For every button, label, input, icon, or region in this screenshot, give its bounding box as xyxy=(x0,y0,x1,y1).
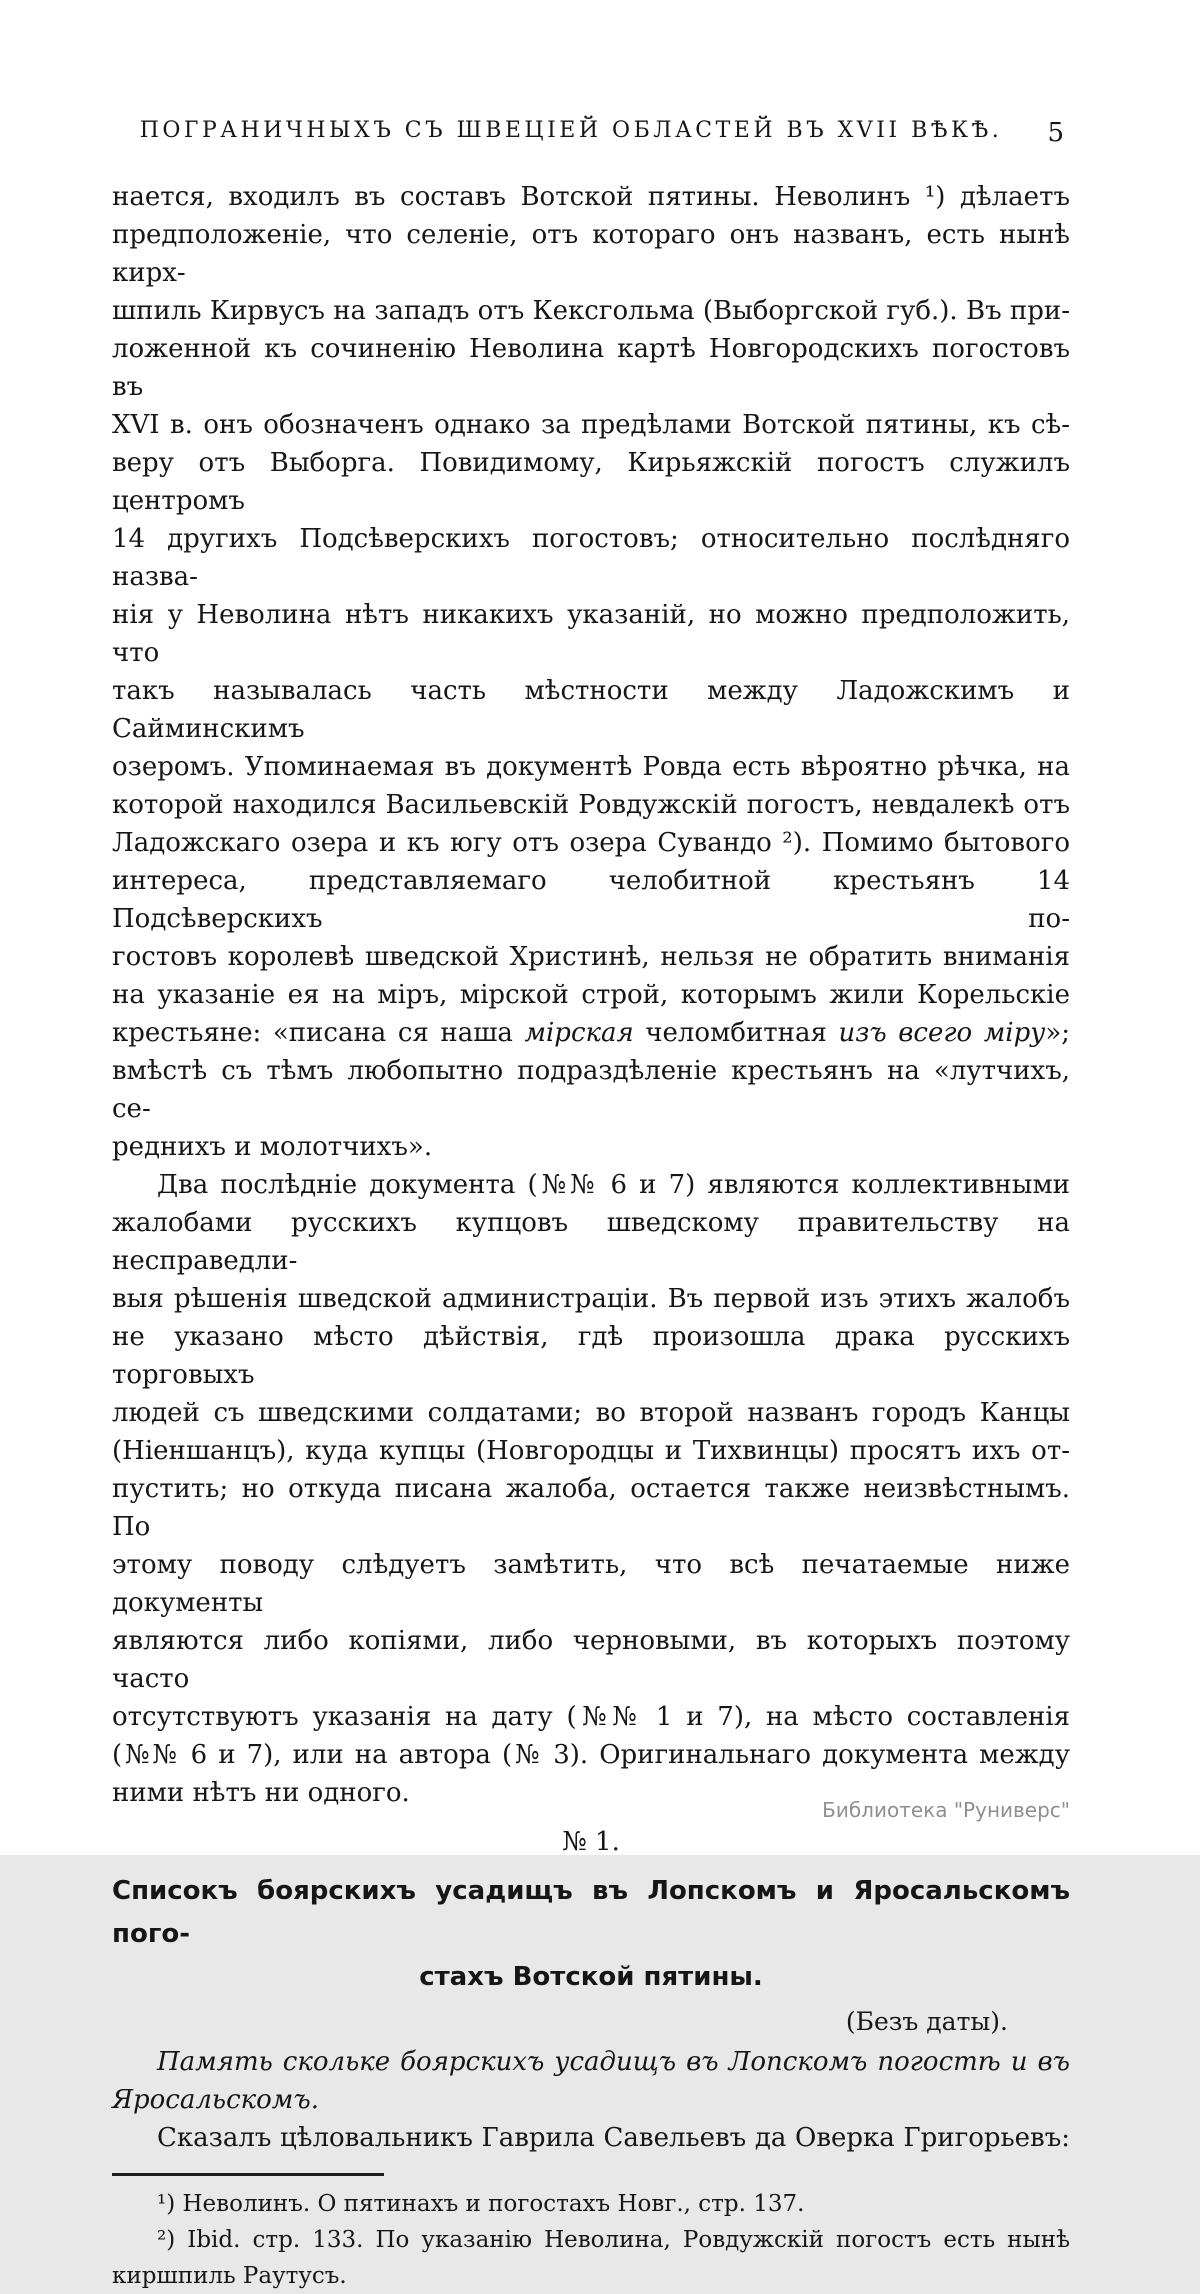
footnote-line xyxy=(112,2186,1070,2222)
text-segment: которой находился Васильевскій Ровдужскій погостъ, невдалекѣ отъ xyxy=(112,790,1070,820)
memo-line xyxy=(112,2043,1070,2081)
text-line xyxy=(112,292,1070,330)
text-segment: ложенной къ сочиненію Неволина картѣ Новгородскихъ погостовъ въ xyxy=(112,334,1070,402)
text-line xyxy=(112,1432,1070,1470)
running-head: ПОГРАНИЧНЫХЪ СЪ ШВЕЦІЕЙ ОБЛАСТЕЙ ВЪ XVII ВѢКѢ. xyxy=(139,118,1003,143)
text-line xyxy=(112,824,1070,862)
text-line xyxy=(112,444,1070,520)
paragraph-two xyxy=(112,1166,1070,1812)
text-segment: интереса, представляемаго челобитной крестьянъ 14 Подсѣверскихъ по- xyxy=(112,866,1070,934)
text-segment: жалобами русскихъ купцовъ шведскому правительству на несправедли- xyxy=(112,1208,1070,1276)
text-segment: реднихъ и молотчихъ». xyxy=(112,1132,433,1162)
text-line xyxy=(112,1394,1070,1432)
text-segment: нія у Неволина нѣтъ никакихъ указаній, но можно предположить, что xyxy=(112,600,1070,668)
italic-text-segment: изъ всего міру xyxy=(838,1018,1046,1048)
text-line xyxy=(112,1736,1070,1774)
text-segment: 14 другихъ Подсѣверскихъ погостовъ; относительно послѣдняго назва- xyxy=(112,524,1070,592)
text-segment: такъ называлась часть мѣстности между Ладожскимъ и Сайминскимъ xyxy=(112,676,1070,744)
text-segment: не указано мѣсто дѣйствія, гдѣ произошла драка русскихъ торговыхъ xyxy=(112,1322,1070,1390)
library-watermark: Библиотека "Руниверс" xyxy=(822,1798,1070,1822)
text-line xyxy=(112,1204,1070,1280)
document-body xyxy=(112,2119,1070,2157)
text-segment: на указаніе ея на міръ, мірской строй, которымъ жили Корельскіе xyxy=(112,980,1070,1010)
document-number-heading: № 1. xyxy=(562,1827,620,1857)
text-segment: (Ніеншанцъ), куда купцы (Новгородцы и Тихвинцы) просятъ ихъ от- xyxy=(112,1436,1070,1466)
text-line xyxy=(112,1470,1070,1546)
text-segment: выя рѣшенія шведской администраціи. Въ первой изъ этихъ жалобъ xyxy=(112,1284,1070,1314)
text-line xyxy=(112,862,1070,938)
text-line xyxy=(112,1546,1070,1622)
text-line xyxy=(112,1280,1070,1318)
text-line xyxy=(112,786,1070,824)
text-line xyxy=(112,976,1070,1014)
text-segment: отсутствуютъ указанія на дату (№№ 1 и 7), на мѣсто составленія xyxy=(112,1702,1070,1732)
text-line xyxy=(112,330,1070,406)
text-segment: людей съ шведскими солдатами; во второй названъ городъ Канцы xyxy=(112,1398,1070,1428)
document-title-line-1: Списокъ боярскихъ усадищъ въ Лопскомъ и Яросальскомъ пого- xyxy=(112,1876,1070,1949)
paragraph-continuation xyxy=(112,178,1070,1166)
document-title-line-2: стахъ Вотской пятины. xyxy=(419,1962,763,1992)
text-line xyxy=(112,1052,1070,1128)
text-segment: озеромъ. Упоминаемая въ документѣ Ровда есть вѣроятно рѣчка, на xyxy=(112,752,1070,782)
running-head-row xyxy=(112,118,1070,148)
text-line xyxy=(112,596,1070,672)
memo-line xyxy=(112,2081,1070,2119)
text-segment: челомбитная xyxy=(633,1018,839,1048)
text-line xyxy=(112,1166,1070,1204)
text-segment: гостовъ королевѣ шведской Христинѣ, нельзя не обратить вниманія xyxy=(112,942,1070,972)
text-segment: являются либо копіями, либо черновыми, въ которыхъ поэтому часто xyxy=(112,1626,1070,1694)
text-segment: Яросальскомъ. xyxy=(112,2085,319,2115)
text-line xyxy=(112,748,1070,786)
text-segment: (№№ 6 и 7), или на автора (№ 3). Оригинальнаго документа между xyxy=(112,1740,1070,1770)
footnotes xyxy=(112,2186,1070,2294)
text-line xyxy=(112,406,1070,444)
text-line xyxy=(112,1698,1070,1736)
text-line xyxy=(112,2119,1070,2157)
text-segment: пустить; но откуда писана жалоба, остается также неизвѣстнымъ. По xyxy=(112,1474,1070,1542)
text-segment: Память скольке боярскихъ усадищъ въ Лопскомъ погостѣ и въ xyxy=(157,2047,1070,2077)
text-line xyxy=(112,1128,1070,1166)
text-segment: Сказалъ цѣловальникъ Гаврила Савельевъ да Оверка Григорьевъ: xyxy=(157,2123,1070,2153)
footnote-line xyxy=(112,2258,1070,2294)
text-line xyxy=(112,1014,1070,1052)
text-line xyxy=(112,178,1070,216)
italic-text-segment: мірская xyxy=(524,1018,634,1048)
text-segment: »; xyxy=(1045,1018,1070,1048)
text-segment: ²) Ibid. стр. 133. По указанію Неволина, Ровдужскій погостъ есть нынѣ xyxy=(157,2227,1070,2253)
text-segment: предположеніе, что селеніе, отъ котораго онъ названъ, есть нынѣ кирх- xyxy=(112,220,1070,288)
text-line xyxy=(112,672,1070,748)
text-column xyxy=(112,118,1070,2294)
date-note: (Безъ даты). xyxy=(845,2007,1008,2036)
text-segment: Два послѣдніе документа (№№ 6 и 7) являются коллективными xyxy=(157,1170,1070,1200)
page-number: 5 xyxy=(1047,118,1064,148)
text-segment: нается, входилъ въ составъ Вотской пятины. Неволинъ ¹) дѣлаетъ xyxy=(112,182,1070,212)
footnote-separator-rule xyxy=(112,2173,384,2176)
text-segment: веру отъ Выборга. Повидимому, Кирьяжскій погостъ служилъ центромъ xyxy=(112,448,1070,516)
text-segment: ними нѣтъ ни одного. xyxy=(112,1778,410,1808)
text-segment: вмѣстѣ съ тѣмъ любопытно подраздѣленіе крестьянъ на «лутчихъ, се- xyxy=(112,1056,1070,1124)
text-line xyxy=(112,216,1070,292)
footnote-line xyxy=(112,2222,1070,2258)
text-segment: шпиль Кирвусъ на западъ отъ Кексгольма (Выборгской губ.). Въ при- xyxy=(112,296,1070,326)
text-segment: ¹) Неволинъ. О пятинахъ и погостахъ Новг., стр. 137. xyxy=(157,2191,805,2217)
text-line xyxy=(112,1622,1070,1698)
text-segment: крестьяне: «писана ся наша xyxy=(112,1018,525,1048)
text-line xyxy=(112,938,1070,976)
text-segment: этому поводу слѣдуетъ замѣтить, что всѣ печатаемые ниже документы xyxy=(112,1550,1070,1618)
text-segment: XVI в. онъ обозначенъ однако за предѣлами Вотской пятины, къ сѣ- xyxy=(112,410,1070,440)
document-memo-italic xyxy=(112,2043,1070,2119)
text-segment: киршпиль Раутусъ. xyxy=(112,2263,347,2289)
text-line xyxy=(112,1318,1070,1394)
text-line xyxy=(112,520,1070,596)
text-segment: Ладожскаго озера и къ югу отъ озера Сувандо ²). Помимо бытового xyxy=(112,828,1070,858)
